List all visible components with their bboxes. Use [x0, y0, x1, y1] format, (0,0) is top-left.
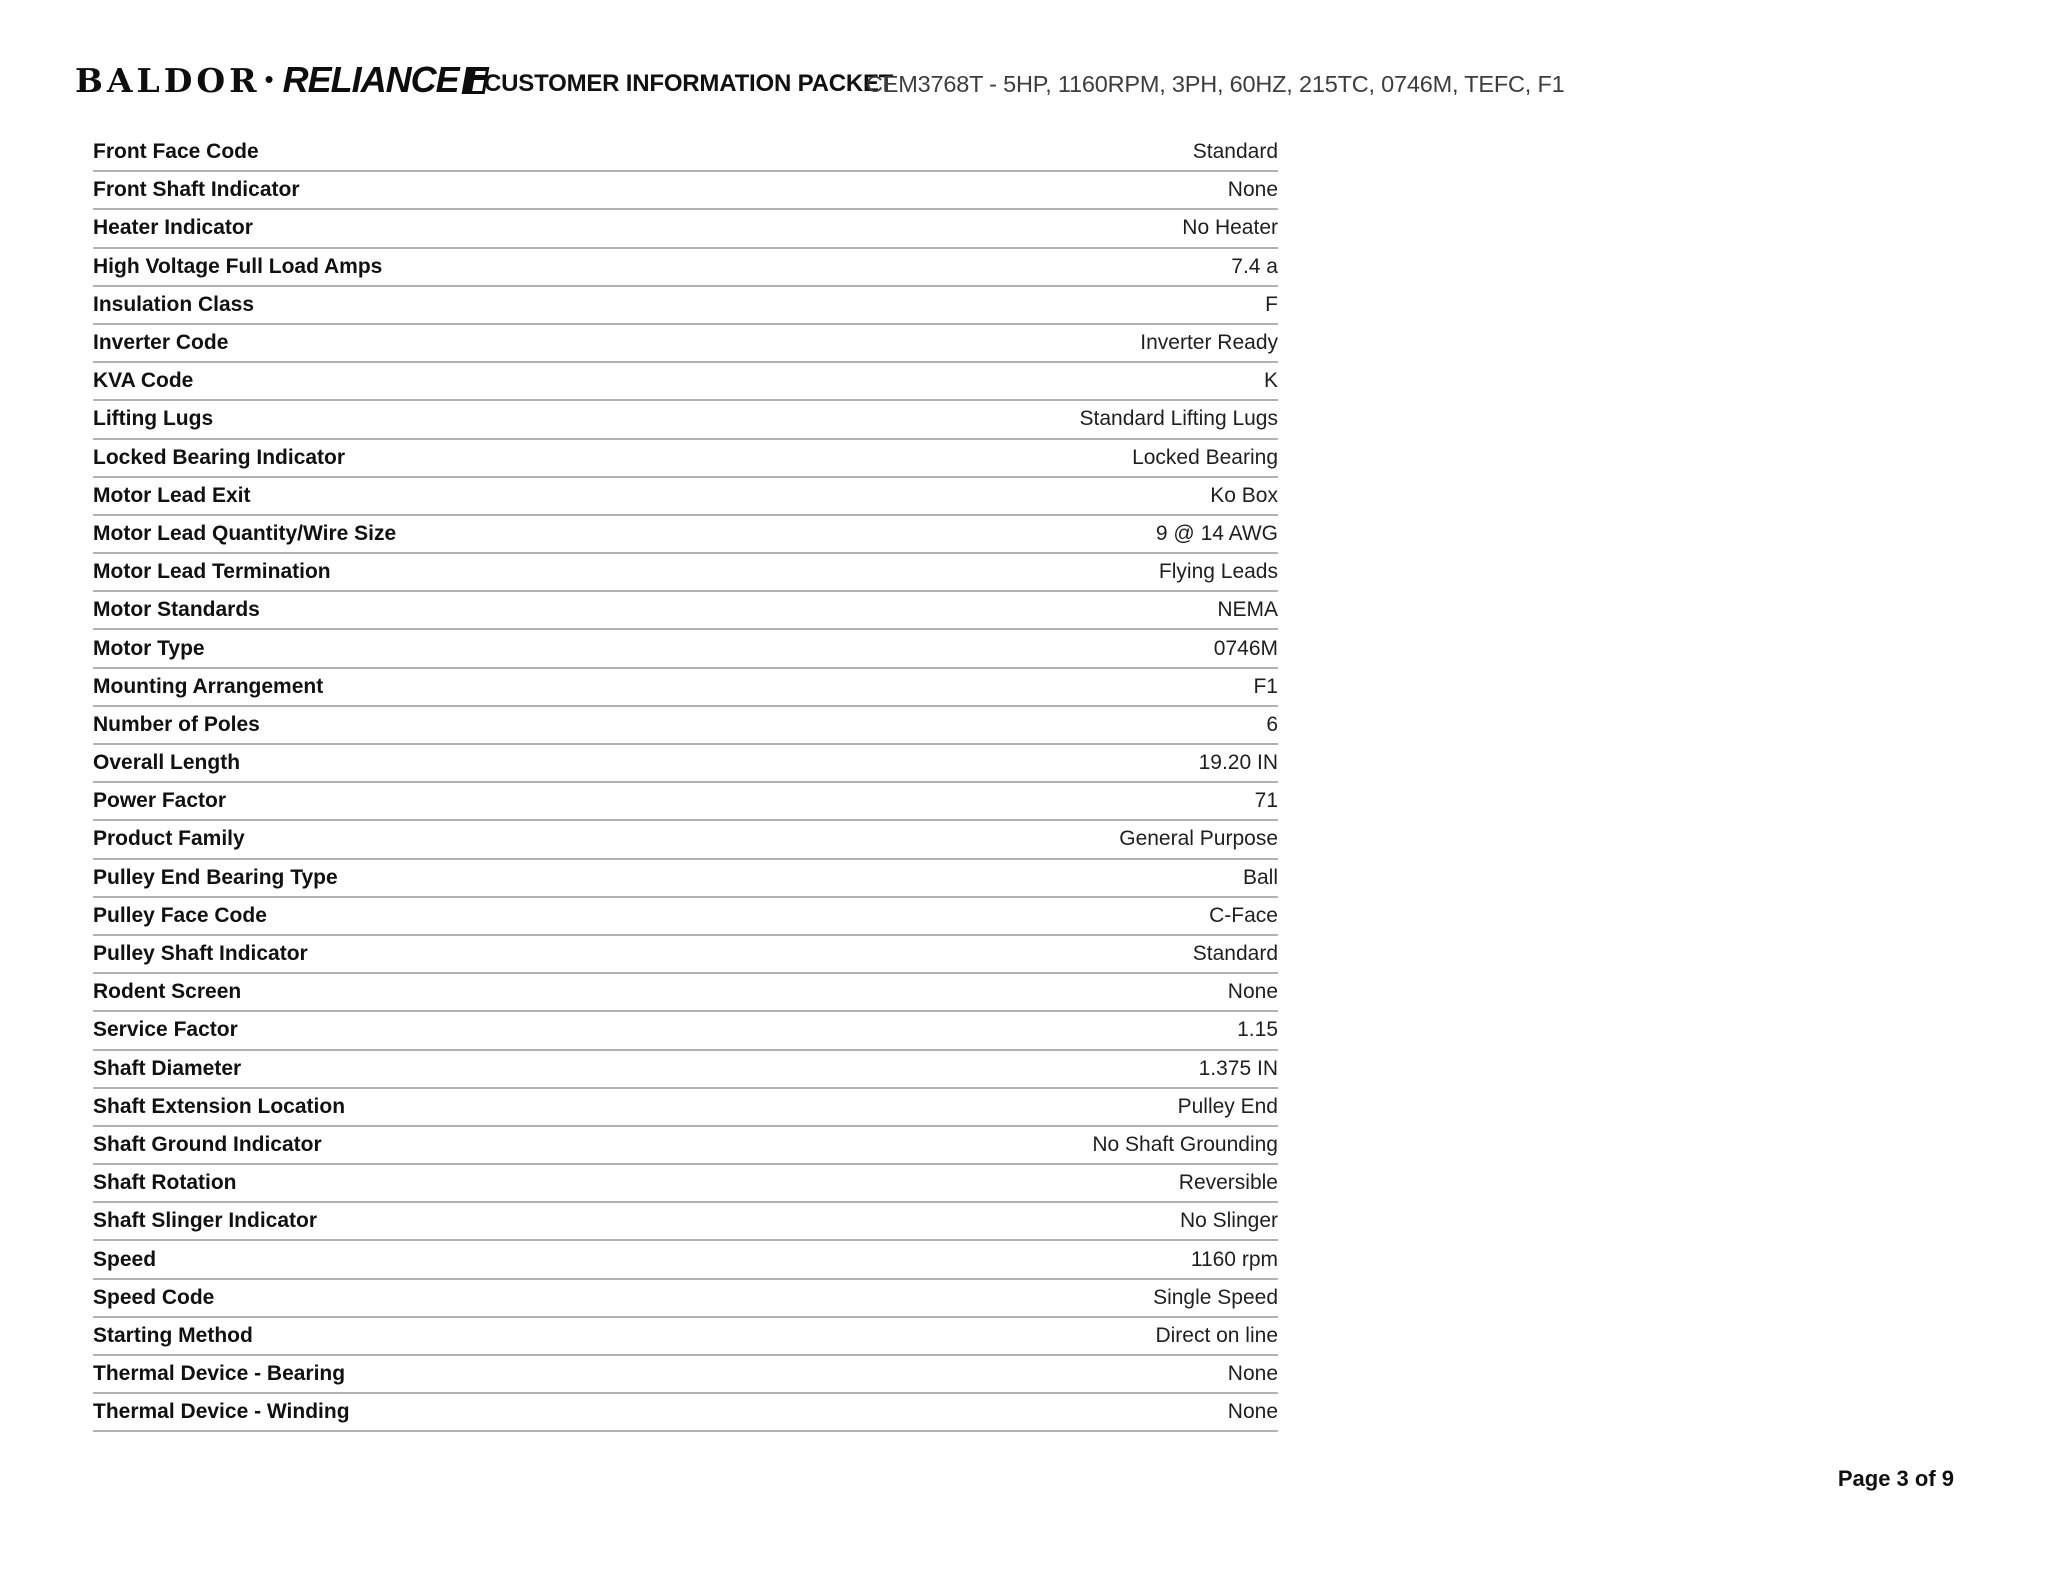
spec-row [93, 936, 1278, 974]
spec-row [93, 1356, 1278, 1394]
spec-label: Product Family [93, 827, 245, 851]
spec-value: 71 [1254, 789, 1278, 813]
spec-value: C-Face [1209, 903, 1278, 927]
spec-label: Mounting Arrangement [93, 674, 324, 698]
spec-label: Shaft Slinger Indicator [93, 1209, 318, 1233]
spec-label: Thermal Device - Bearing [93, 1362, 346, 1386]
spec-value: Direct on line [1155, 1323, 1278, 1347]
spec-label: Pulley Face Code [93, 903, 267, 927]
spec-value: F [1265, 292, 1278, 316]
spec-value: No Heater [1182, 216, 1278, 240]
page-number: Page 3 of 9 [1837, 1466, 1954, 1491]
spec-label: Motor Lead Termination [93, 560, 331, 584]
spec-label: Shaft Diameter [93, 1056, 242, 1080]
spec-value: None [1227, 178, 1278, 202]
spec-value: Flying Leads [1158, 560, 1278, 584]
logo-reliance-text: RELIANCE [282, 59, 459, 100]
spec-label: Motor Standards [93, 598, 260, 622]
spec-label: Motor Type [93, 636, 205, 660]
document-title: CUSTOMER INFORMATION PACKET [484, 70, 894, 97]
spec-value: Locked Bearing [1132, 445, 1278, 469]
spec-value: F1 [1253, 674, 1278, 698]
spec-row [93, 1318, 1278, 1356]
spec-label: Shaft Ground Indicator [93, 1132, 322, 1156]
spec-label: Thermal Device - Winding [93, 1400, 350, 1424]
spec-row [93, 1280, 1278, 1318]
spec-row [93, 554, 1278, 592]
spec-row [93, 707, 1278, 745]
spec-label: Heater Indicator [93, 216, 253, 240]
spec-row [93, 745, 1278, 783]
spec-row [93, 172, 1278, 210]
spec-row [93, 440, 1278, 478]
spec-row [93, 325, 1278, 363]
spec-value: No Shaft Grounding [1092, 1132, 1278, 1156]
spec-value: None [1227, 1362, 1278, 1386]
spec-value: Ko Box [1210, 483, 1278, 507]
spec-label: Motor Lead Exit [93, 483, 251, 507]
spec-row [93, 516, 1278, 554]
spec-label: Speed [93, 1247, 157, 1271]
spec-value: None [1227, 980, 1278, 1004]
spec-value: None [1227, 1400, 1278, 1424]
spec-value: 7.4 a [1231, 254, 1278, 278]
spec-value: 6 [1266, 712, 1278, 736]
spec-value: 19.20 IN [1198, 751, 1278, 775]
logo-baldor-text: BALDOR [75, 60, 261, 100]
spec-value: Reversible [1178, 1171, 1278, 1195]
spec-value: Ball [1242, 865, 1278, 889]
spec-label: Starting Method [93, 1323, 253, 1347]
spec-row [93, 249, 1278, 287]
spec-row [93, 592, 1278, 630]
spec-value: General Purpose [1119, 827, 1278, 851]
spec-row [93, 1165, 1278, 1203]
spec-value: Standard [1192, 942, 1278, 966]
spec-row [93, 134, 1278, 172]
spec-label: Lifting Lugs [93, 407, 214, 431]
spec-value: Standard Lifting Lugs [1079, 407, 1278, 431]
spec-value: 1.375 IN [1198, 1056, 1278, 1080]
spec-label: Pulley End Bearing Type [93, 865, 338, 889]
spec-value: Single Speed [1153, 1285, 1278, 1309]
spec-label: High Voltage Full Load Amps [93, 254, 383, 278]
spec-label: Service Factor [93, 1018, 238, 1042]
spec-label: KVA Code [93, 369, 194, 393]
spec-label: Inverter Code [93, 331, 229, 355]
spec-value: NEMA [1217, 598, 1278, 622]
spec-row [93, 898, 1278, 936]
spec-row [93, 1012, 1278, 1050]
spec-label: Number of Poles [93, 712, 260, 736]
spec-row [93, 1127, 1278, 1165]
spec-value: 0746M [1213, 636, 1278, 660]
spec-row [93, 1051, 1278, 1089]
spec-value: 9 @ 14 AWG [1155, 521, 1278, 545]
spec-row [93, 1394, 1278, 1432]
spec-label: Shaft Rotation [93, 1171, 237, 1195]
spec-row [93, 210, 1278, 248]
spec-label: Power Factor [93, 789, 227, 813]
spec-label: Shaft Extension Location [93, 1094, 346, 1118]
spec-table [93, 134, 1278, 1432]
logo-dot-icon: • [264, 63, 274, 94]
spec-row [93, 478, 1278, 516]
spec-label: Rodent Screen [93, 980, 242, 1004]
spec-label: Front Shaft Indicator [93, 178, 300, 202]
spec-row [93, 783, 1278, 821]
spec-value: 1.15 [1237, 1018, 1278, 1042]
spec-label: Front Face Code [93, 140, 259, 164]
spec-label: Locked Bearing Indicator [93, 445, 346, 469]
spec-value: 1160 rpm [1190, 1247, 1278, 1271]
spec-value: No Slinger [1179, 1209, 1278, 1233]
spec-row [93, 1203, 1278, 1241]
spec-label: Overall Length [93, 751, 241, 775]
spec-label: Pulley Shaft Indicator [93, 942, 308, 966]
product-spec-line: CEM3768T - 5HP, 1160RPM, 3PH, 60HZ, 215TC, 0746M, TEFC, F1 [866, 71, 1565, 97]
spec-value: Inverter Ready [1140, 331, 1278, 355]
spec-row [93, 401, 1278, 439]
spec-label: Speed Code [93, 1285, 215, 1309]
spec-row [93, 974, 1278, 1012]
baldor-reliance-logo [75, 58, 487, 102]
spec-row [93, 630, 1278, 668]
spec-value: Standard [1192, 140, 1278, 164]
spec-row [93, 860, 1278, 898]
spec-row [93, 1241, 1278, 1279]
spec-value: Pulley End [1177, 1094, 1278, 1118]
spec-row [93, 1089, 1278, 1127]
spec-row [93, 363, 1278, 401]
spec-label: Motor Lead Quantity/Wire Size [93, 521, 397, 545]
spec-row [93, 821, 1278, 859]
spec-label: Insulation Class [93, 292, 255, 316]
spec-row [93, 287, 1278, 325]
spec-row [93, 669, 1278, 707]
spec-value: K [1263, 369, 1278, 393]
